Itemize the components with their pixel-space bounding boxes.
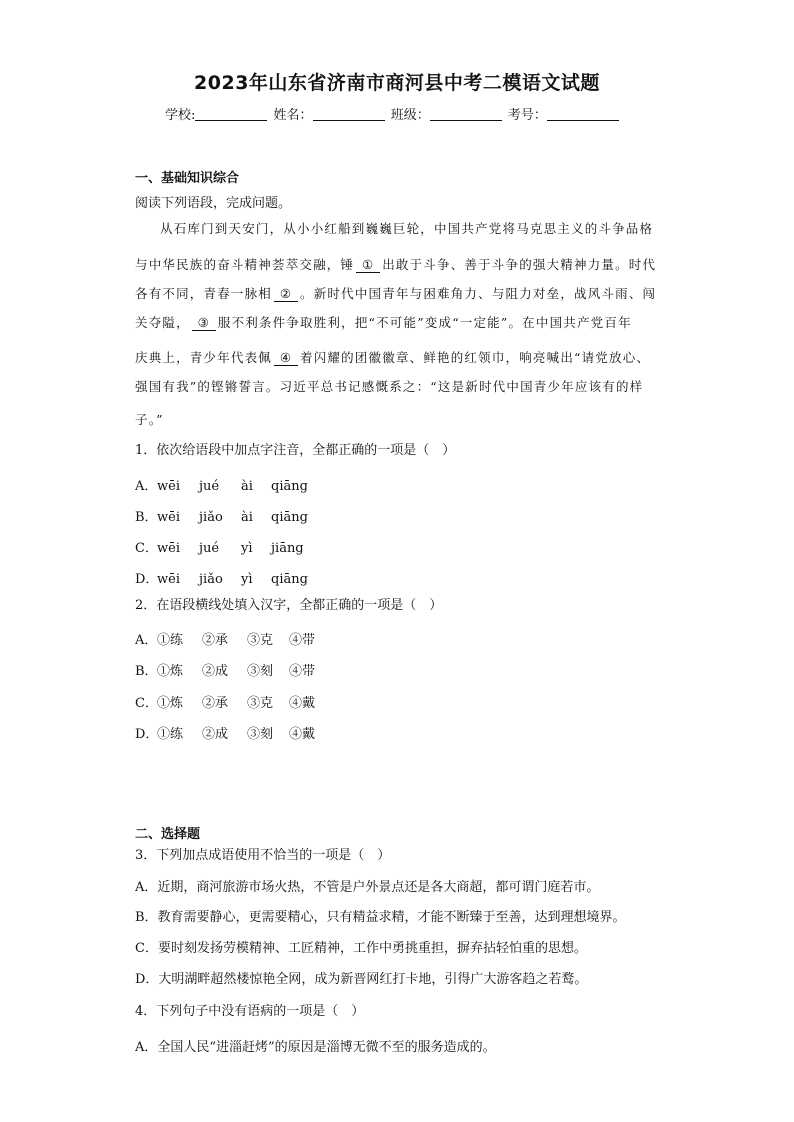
option-part: yì xyxy=(241,572,253,587)
question-1-stem: 1．依次给语段中加点字注音，全都正确的一项是（ ） xyxy=(135,443,456,458)
section1-instruction: 阅读下列语段，完成问题。 xyxy=(135,196,292,211)
option-part: ①练 xyxy=(157,633,184,648)
option-letter: C． xyxy=(135,541,158,556)
option-part: ①炼 xyxy=(157,696,184,711)
q1-option-d[interactable] xyxy=(135,568,308,587)
page-title: 2023年山东省济南市商河县中考二模语文试题 xyxy=(194,72,600,94)
school-blank[interactable] xyxy=(195,107,267,121)
passage-line-4 xyxy=(135,313,632,331)
option-part: ③克 xyxy=(247,696,274,711)
section2-heading: 二、选择题 xyxy=(135,827,201,842)
question-2-stem: 2．在语段横线处填入汉字，全都正确的一项是（ ） xyxy=(135,598,443,613)
option-part: ②承 xyxy=(202,633,229,648)
passage-text: 服不利条件争取胜利，把“不可能”变成“一定能”。在中国共产党百年 xyxy=(217,315,632,330)
passage-line-5 xyxy=(135,348,650,366)
option-part: ④带 xyxy=(289,664,316,679)
q3-option-d[interactable]: D．大明湖畔超然楼惊艳全网，成为新晋网红打卡地，引得广大游客趋之若鹜。 xyxy=(135,972,588,987)
option-part: jiǎo xyxy=(199,510,223,525)
passage-text: 庆典上，青少年代表佩 xyxy=(135,350,273,365)
option-part: ④戴 xyxy=(289,727,316,742)
option-part: ④带 xyxy=(289,633,316,648)
blank-1[interactable]: ① xyxy=(356,257,380,273)
option-part: ③克 xyxy=(247,633,274,648)
school-label: 学校: xyxy=(165,108,196,123)
option-part: wēi xyxy=(157,479,180,494)
passage-line-2 xyxy=(135,255,656,273)
option-letter: B． xyxy=(135,664,158,679)
blank-2[interactable]: ② xyxy=(274,286,298,302)
passage-text: 与中华民族的奋斗精神荟萃交融，锤 xyxy=(135,257,355,272)
option-part: qiāng xyxy=(271,572,308,587)
name-blank[interactable] xyxy=(313,107,385,121)
passage-line-1: 从石库门到天安门，从小小红船到巍巍巨轮，中国共产党将马克思主义的斗争品格 xyxy=(160,221,654,236)
section1-heading: 一、基础知识综合 xyxy=(135,171,240,186)
option-part: jué xyxy=(199,541,220,556)
q1-option-a[interactable] xyxy=(135,475,308,494)
question-3-stem: 3．下列加点成语使用不恰当的一项是（ ） xyxy=(135,848,391,863)
passage-line-3 xyxy=(135,284,656,302)
option-letter: C． xyxy=(135,696,158,711)
question-4-stem: 4．下列句子中没有语病的一项是（ ） xyxy=(135,1004,365,1019)
option-part: ③刻 xyxy=(247,664,274,679)
number-label: 考号： xyxy=(507,108,547,123)
q3-option-a[interactable]: A．近期，商河旅游市场火热，不管是户外景点还是各大商超，都可谓门庭若市。 xyxy=(135,880,600,895)
q2-option-a[interactable] xyxy=(135,629,315,648)
q2-option-d[interactable] xyxy=(135,723,315,742)
passage-text: 关夺隘， xyxy=(135,315,190,330)
option-part: ài xyxy=(241,479,253,494)
name-label: 姓名： xyxy=(273,108,313,123)
passage-text: 着闪耀的团徽徽章、鲜艳的红领巾，响亮喊出“请党放心、 xyxy=(300,350,651,365)
q3-option-b[interactable]: B．教育需要静心，更需要精心，只有精益求精，才能不断臻于至善，达到理想境界。 xyxy=(135,910,626,925)
blank-3[interactable]: ③ xyxy=(192,315,216,331)
option-part: wēi xyxy=(157,572,180,587)
option-part: jiǎo xyxy=(199,572,223,587)
option-letter: B． xyxy=(135,510,158,525)
q3-option-c[interactable]: C．要时刻发扬劳模精神、工匠精神，工作中勇挑重担，摒弃拈轻怕重的思想。 xyxy=(135,941,587,956)
q1-option-b[interactable] xyxy=(135,506,308,525)
option-part: ①炼 xyxy=(157,664,184,679)
option-letter: A． xyxy=(135,633,158,648)
student-info-line xyxy=(165,104,621,123)
option-letter: D． xyxy=(135,572,159,587)
option-part: ③刻 xyxy=(247,727,274,742)
passage-text: 各有不同，青春一脉相 xyxy=(135,286,273,301)
option-part: qiāng xyxy=(271,479,308,494)
option-part: wēi xyxy=(157,541,180,556)
option-part: ④戴 xyxy=(289,696,316,711)
option-part: qiāng xyxy=(271,510,308,525)
q1-option-c[interactable] xyxy=(135,537,304,556)
q2-option-c[interactable] xyxy=(135,692,315,711)
option-letter: A． xyxy=(135,479,158,494)
option-part: ài xyxy=(241,510,253,525)
q2-option-b[interactable] xyxy=(135,660,315,679)
class-blank[interactable] xyxy=(430,107,502,121)
number-blank[interactable] xyxy=(547,107,619,121)
option-part: ②成 xyxy=(202,727,229,742)
option-part: jué xyxy=(199,479,220,494)
option-part: ①练 xyxy=(157,727,184,742)
option-part: wēi xyxy=(157,510,180,525)
class-label: 班级： xyxy=(390,108,430,123)
option-part: yì xyxy=(241,541,253,556)
passage-text: 出敢于斗争、善于斗争的强大精神力量。时代 xyxy=(382,257,657,272)
passage-line-7: 子。” xyxy=(135,412,164,427)
q4-option-a[interactable]: A．全国人民“进淄赶烤”的原因是淄博无微不至的服务造成的。 xyxy=(135,1040,496,1055)
option-letter: D． xyxy=(135,727,159,742)
option-part: ②成 xyxy=(202,664,229,679)
passage-line-6: 强国有我”的铿锵誓言。习近平总书记感慨系之：“这是新时代中国青少年应该有的样 xyxy=(135,379,644,394)
blank-4[interactable]: ④ xyxy=(274,350,298,366)
option-part: ②承 xyxy=(202,696,229,711)
passage-text: 。新时代中国青年与困难角力、与阻力对垒，战风斗雨、闯 xyxy=(300,286,657,301)
option-part: jiāng xyxy=(271,541,304,556)
